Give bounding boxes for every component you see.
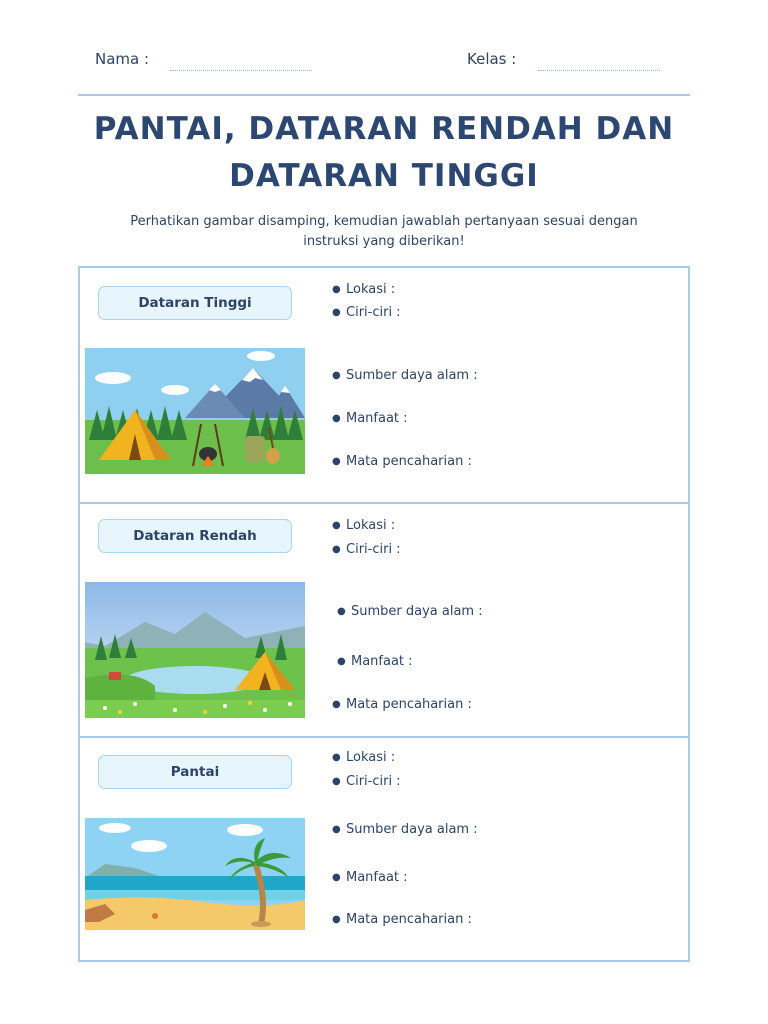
question-item: ● Sumber daya alam :: [332, 822, 478, 837]
question-item: ● Lokasi :: [332, 750, 396, 765]
section-label: Pantai: [98, 755, 292, 789]
bullet-icon: ●: [332, 456, 341, 467]
bullet-icon: ●: [332, 824, 341, 835]
question-item: ● Mata pencaharian :: [332, 697, 472, 712]
header-divider: [78, 94, 690, 96]
class-label: Kelas :: [467, 50, 517, 68]
bullet-icon: ●: [332, 544, 341, 555]
instruction-line-1: Perhatikan gambar disamping, kemudian jawablah pertanyaan sesuai dengan: [130, 214, 638, 229]
student-info-row: [0, 50, 768, 74]
question-item: ● Sumber daya alam :: [337, 604, 483, 619]
lowland-lake-illustration-icon: [85, 582, 305, 718]
question-item: ● Ciri-ciri :: [332, 305, 401, 320]
bullet-icon: ●: [332, 752, 341, 763]
section-label: Dataran Rendah: [98, 519, 292, 553]
bullet-icon: ●: [337, 656, 346, 667]
name-field[interactable]: [170, 70, 312, 71]
bullet-icon: ●: [332, 872, 341, 883]
title-line-2: DATARAN TINGGI: [229, 158, 539, 194]
bullet-icon: ●: [332, 284, 341, 295]
bullet-icon: ●: [332, 307, 341, 318]
section-dataran-rendah: [80, 502, 688, 738]
bullet-icon: ●: [332, 520, 341, 531]
section-dataran-tinggi: [80, 268, 688, 502]
title-line-1: PANTAI, DATARAN RENDAH DAN: [93, 111, 675, 147]
instruction-line-2: instruksi yang diberikan!: [303, 234, 465, 249]
question-item: ● Lokasi :: [332, 518, 396, 533]
bullet-icon: ●: [337, 606, 346, 617]
bullet-icon: ●: [332, 413, 341, 424]
bullet-icon: ●: [332, 776, 341, 787]
question-item: ● Manfaat :: [332, 870, 408, 885]
question-item: ● Ciri-ciri :: [332, 774, 401, 789]
question-item: ● Manfaat :: [337, 654, 413, 669]
section-label: Dataran Tinggi: [98, 286, 292, 320]
question-item: ● Mata pencaharian :: [332, 454, 472, 469]
question-item: ● Manfaat :: [332, 411, 408, 426]
name-label: Nama :: [95, 50, 150, 68]
worksheet-table: [78, 266, 690, 962]
page-title: [60, 106, 708, 200]
mountain-camp-illustration-icon: [85, 348, 305, 474]
question-item: ● Sumber daya alam :: [332, 368, 478, 383]
class-field[interactable]: [538, 70, 660, 71]
bullet-icon: ●: [332, 914, 341, 925]
bullet-icon: ●: [332, 699, 341, 710]
beach-palm-illustration-icon: [85, 818, 305, 930]
question-item: ● Ciri-ciri :: [332, 542, 401, 557]
section-pantai: [80, 736, 688, 962]
bullet-icon: ●: [332, 370, 341, 381]
question-item: ● Mata pencaharian :: [332, 912, 472, 927]
instruction-text: [80, 212, 688, 252]
question-item: ● Lokasi :: [332, 282, 396, 297]
